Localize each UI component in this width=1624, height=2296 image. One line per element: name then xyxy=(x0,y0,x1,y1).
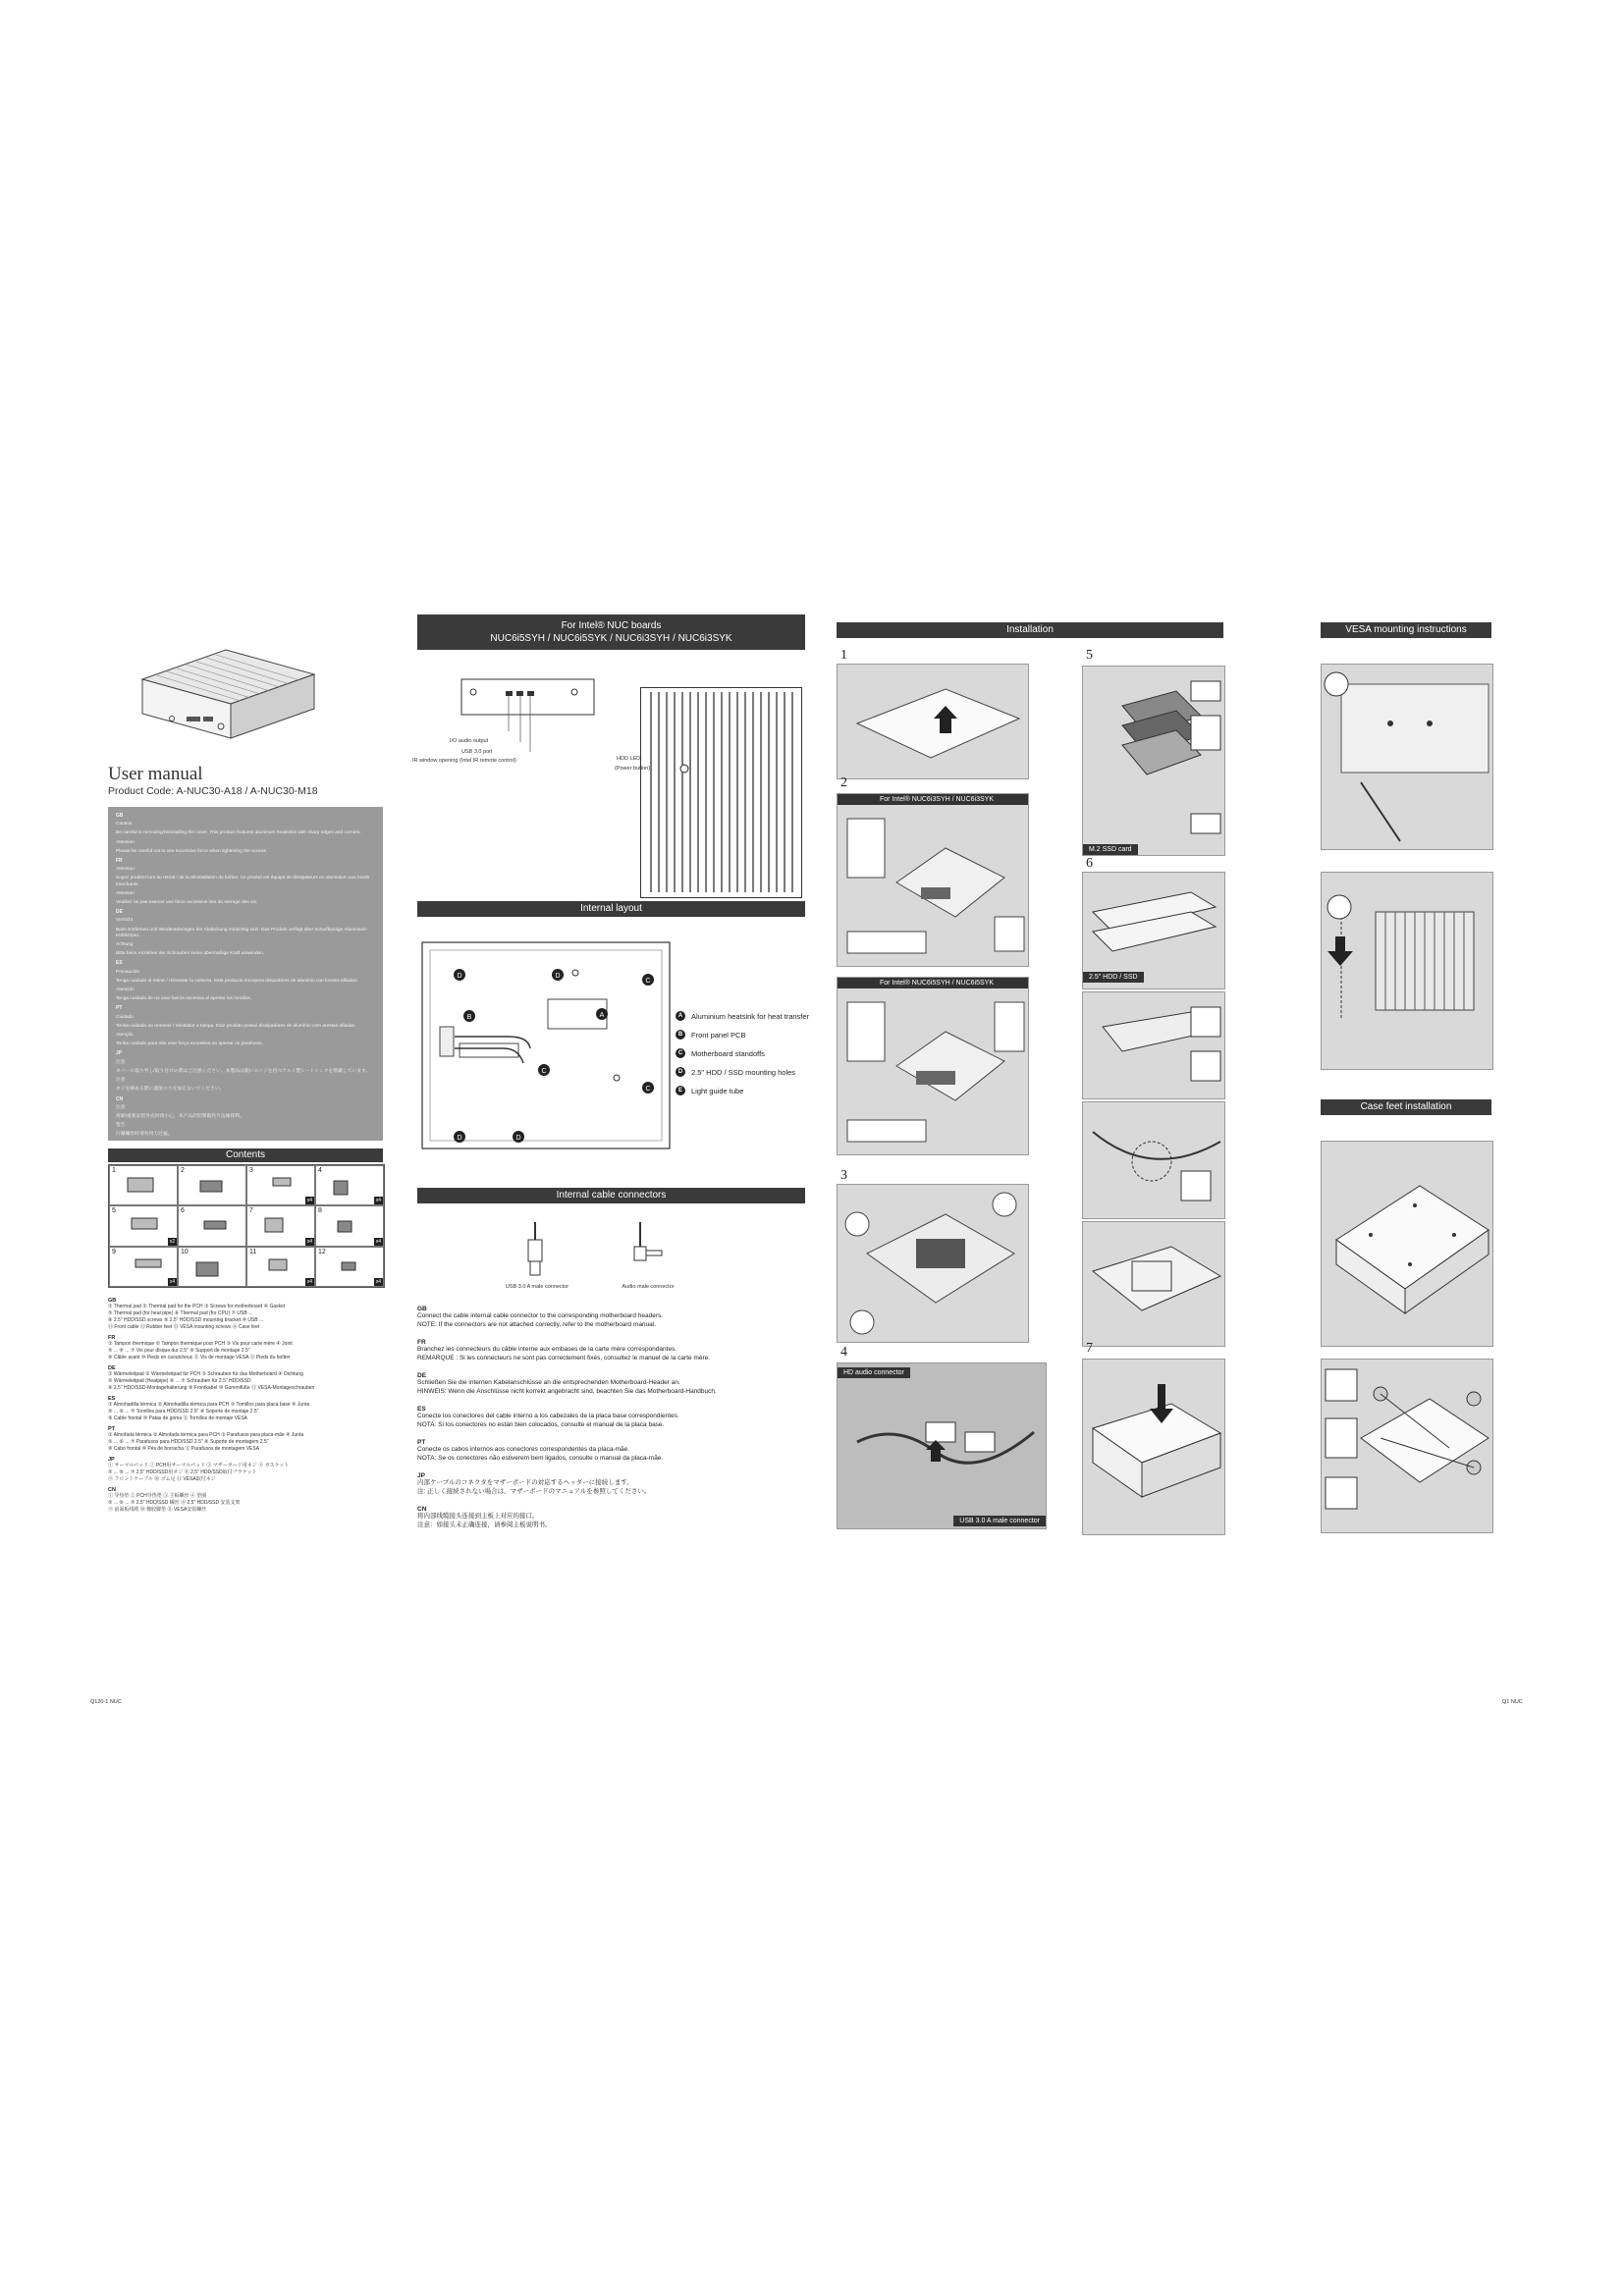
installation-header xyxy=(837,622,1223,638)
contents-item xyxy=(109,1205,178,1246)
label-ir-window: IR window opening (Intel IR remote control) xyxy=(412,758,516,764)
part-icon xyxy=(187,1170,245,1203)
step-3-image xyxy=(837,1184,1029,1343)
cable-note-line: NOTA: Se os conectores não estiverem bem ligados, consulte o manual da placa-mãe. xyxy=(417,1454,664,1462)
parts-line: ⑤ ... ⑥ ... ⑦ Vis pour disque dur 2.5" ⑧ Support de montage 2.5" xyxy=(108,1348,250,1354)
warning-lang-code: ES xyxy=(116,960,123,967)
warning-text: Attention xyxy=(116,839,135,845)
parts-line: ① サーマルパッド ② PCH用サーマルパッド ③ マザーボード用ネジ ④ ガスケット xyxy=(108,1463,290,1468)
parts-lang-code: GB xyxy=(108,1298,117,1304)
label-nuc6i3: For Intel® NUC6i3SYH / NUC6i3SYK xyxy=(838,794,1029,805)
parts-lang-code: ES xyxy=(108,1396,116,1402)
contents-grid xyxy=(108,1164,385,1288)
legend-item xyxy=(676,1030,813,1040)
warning-text: Atenção xyxy=(116,1033,134,1039)
contents-item-number: 5 xyxy=(112,1207,116,1215)
label-hdd-led: HDD LED xyxy=(617,756,641,762)
contents-item-number: 10 xyxy=(181,1248,189,1255)
contents-title: Contents xyxy=(225,1149,266,1160)
contents-item xyxy=(109,1247,178,1287)
parts-line: ⑤ Thermal pad (for heat pipe) ⑥ Thermal pad (for CPU) ⑦ USB ... xyxy=(108,1310,253,1316)
contents-item-quantity: x4 xyxy=(169,1278,175,1285)
legend-item xyxy=(676,1011,813,1021)
contents-item-quantity: x4 xyxy=(306,1238,312,1245)
warning-lang-code: GB xyxy=(116,813,124,819)
warning-text: Please be careful not to use excessive force when tightening the screws. xyxy=(116,848,268,854)
warning-lang-code: DE xyxy=(116,909,123,916)
contents-item-number: 2 xyxy=(181,1167,185,1174)
parts-line: ⑨ Câble avant ⑩ Pieds en caoutchouc ⑪ Vis de montage VESA ⑫ Pieds du boîtier xyxy=(108,1355,291,1361)
contents-item xyxy=(246,1165,315,1205)
vesa-image-a xyxy=(1321,664,1493,850)
vesa-header xyxy=(1321,622,1491,638)
cable-note-line: NOTA: Si los conectores no están bien colocados, consulte el manual de la placa base. xyxy=(417,1420,665,1428)
part-icon xyxy=(187,1252,245,1285)
cable-note-block xyxy=(417,1339,805,1362)
contents-item xyxy=(246,1247,315,1287)
warning-text: カバーの取り外し/取り付けの際はご注意ください。本製品は鋭いエッジを持つアルミ製ヒートシンクを搭載しています。 xyxy=(116,1068,371,1074)
legend-text: Front panel PCB xyxy=(691,1030,746,1040)
internal-layout-diagram xyxy=(420,940,672,1150)
contents-item-quantity: x2 xyxy=(169,1238,175,1245)
parts-line: ⑧ 2.5" HDD/SSD-Montagehalterung ⑨ Frontkabel ⑩ Gummifüße ⑪ VESA-Montageschrauben xyxy=(108,1385,315,1391)
parts-line: ⑤ ... ⑥ ... ⑦ 2.5" HDD/SSD用ネジ ⑧ 2.5" HDD/SSD取付ブラケット xyxy=(108,1469,257,1475)
warning-lang-code: CN xyxy=(116,1095,124,1102)
label-io-audio: I/O audio output xyxy=(450,738,489,744)
usb-connector-drawing xyxy=(520,1222,550,1281)
legend-text: Motherboard standoffs xyxy=(691,1048,765,1058)
warning-text: Caution xyxy=(116,822,133,828)
step-7-number: 7 xyxy=(1086,1341,1093,1356)
cable-note-block xyxy=(417,1306,805,1329)
warning-text: ネジを締める際に過度の力を加えないでください。 xyxy=(116,1087,225,1093)
boards-header-line1: For Intel® NUC boards xyxy=(561,620,662,631)
cable-note-lang-code: DE xyxy=(417,1372,427,1379)
warning-text: Achtung xyxy=(116,942,134,948)
contents-item-quantity: x4 xyxy=(306,1278,312,1285)
parts-line: ⑪ Front cable ⑫ Rubber feet ⑬ VESA mounting screws ⑭ Case feet xyxy=(108,1324,260,1330)
contents-item xyxy=(178,1165,246,1205)
case-feet-title: Case feet installation xyxy=(1360,1101,1452,1112)
label-nuc6i5: For Intel® NUC6i5SYH / NUC6i5SYK xyxy=(838,978,1029,988)
contents-item-number: 8 xyxy=(318,1207,322,1215)
cable-note-lang-code: JP xyxy=(417,1472,425,1479)
warning-text: Soyez prudent lors du retrait / de la réinstallation du boîtier. Ce produit est équipé de dissipateurs en aluminium aux bords tranchants. xyxy=(116,876,370,887)
parts-line: ① Almohadilla térmica ② Almohadilla térmica para PCH ③ Tornillos para placa base ④ Junta xyxy=(108,1402,310,1408)
cable-note-block xyxy=(417,1506,805,1529)
warning-text: Tenha cuidado para não usar força excessiva ao apertar os parafusos. xyxy=(116,1041,263,1047)
legend-text: Aluminium heatsink for heat transfer xyxy=(691,1011,810,1021)
usb-connector-label: USB 3.0 A male connector xyxy=(505,1284,569,1290)
legend-key: A xyxy=(676,1011,685,1021)
svg-text:D: D xyxy=(555,973,561,980)
step-1-number: 1 xyxy=(840,648,847,663)
label-usb-port: USB 3.0 port xyxy=(461,749,493,755)
case-feet-header xyxy=(1321,1099,1491,1115)
parts-lang-code: PT xyxy=(108,1426,116,1432)
parts-line: ⑤ ... ⑥ ... ⑦ Tornillos para HDD/SSD 2.5" ⑧ Soporte de montaje 2.5" xyxy=(108,1409,259,1415)
vesa-title: VESA mounting instructions xyxy=(1345,624,1467,635)
warning-text: Atención xyxy=(116,988,135,993)
parts-line: ⑧ 2.5" HDD/SSD screws ⑨ 2.5" HDD/SSD mounting bracket ⑩ USB ... xyxy=(108,1317,264,1323)
contents-item-quantity: x4 xyxy=(375,1238,381,1245)
warning-text: 注意 xyxy=(116,1059,126,1065)
legend-key: E xyxy=(676,1086,685,1095)
step-6-image-b xyxy=(1082,991,1225,1099)
parts-lang-code: FR xyxy=(108,1335,116,1341)
cable-note-line: REMARQUE : Si les connecteurs ne sont pas correctement fixés, consultez le manuel de la carte mère. xyxy=(417,1354,711,1362)
warning-text: Tenha cuidado ao remover / reinstalar a tampa. Este produto possui dissipadores de alumínio com arestas afiadas. xyxy=(116,1023,356,1029)
warning-text: Attention xyxy=(116,867,135,873)
parts-line: ⑨ Cable frontal ⑩ Patas de goma ⑪ Tornillos de montaje VESA xyxy=(108,1415,247,1421)
cable-note-block xyxy=(417,1372,805,1396)
vesa-image-b xyxy=(1321,872,1493,1070)
label-hdd-ssd: 2.5" HDD / SSD xyxy=(1083,972,1144,983)
legend-item xyxy=(676,1067,813,1077)
warning-text: Bitte beim Anziehen der Schrauben keine übermäßige Kraft anwenden. xyxy=(116,951,265,957)
warning-text: Attention xyxy=(116,890,135,896)
legend-text: 2.5" HDD / SSD mounting holes xyxy=(691,1067,796,1077)
part-icon xyxy=(118,1170,177,1203)
part-icon xyxy=(187,1210,245,1244)
warning-text: 警告 xyxy=(116,1123,126,1129)
warning-lang-code: PT xyxy=(116,1005,123,1012)
parts-line: ① 导热垫 ② PCH导热垫 ③ 主板螺丝 ④ 垫圈 xyxy=(108,1493,207,1499)
warning-text: Tenga cuidado de no usar fuerza excesiva al apretar los tornillos. xyxy=(116,996,252,1002)
warning-text: 注意 xyxy=(116,1104,126,1110)
boards-header-line2: NUC6i5SYH / NUC6i5SYK / NUC6i3SYH / NUC6i3SYK xyxy=(490,632,732,644)
internal-layout-header xyxy=(417,901,805,917)
warning-text: Precaución xyxy=(116,969,139,975)
legend-key: C xyxy=(676,1048,685,1058)
legend-item xyxy=(676,1048,813,1058)
cable-note-line: 注: 正しく接続されない場合は、マザーボードのマニュアルを参照してください。 xyxy=(417,1487,651,1495)
audio-connector-drawing xyxy=(628,1222,668,1281)
product-code: Product Code: A-NUC30-A18 / A-NUC30-M18 xyxy=(108,785,318,797)
contents-item xyxy=(315,1205,384,1246)
warning-text: 拆卸/重新安装外壳时请小心，本产品的铝制散热片边缘锋利。 xyxy=(116,1113,244,1119)
cable-note-line: Connect the cable internal cable connector to the corresponding motherboard headers. xyxy=(417,1312,664,1319)
parts-list xyxy=(108,1294,388,1588)
svg-text:C: C xyxy=(645,978,651,985)
manual-title: User manual xyxy=(108,764,203,784)
label-hd-audio: HD audio connector xyxy=(838,1367,910,1378)
svg-text:B: B xyxy=(466,1014,472,1021)
step-3-number: 3 xyxy=(840,1168,847,1183)
warning-lang-code: FR xyxy=(116,858,123,865)
legend-text: Light guide tube xyxy=(691,1086,744,1095)
step-5-number: 5 xyxy=(1086,648,1093,663)
case-feet-image-a xyxy=(1321,1141,1493,1347)
cable-note-line: HINWEIS: Wenn die Anschlüsse nicht korrekt angebracht sind, beachten Sie das Motherboard-Handbuch. xyxy=(417,1387,717,1395)
step-2-image-a xyxy=(837,793,1029,967)
cable-note-lang-code: FR xyxy=(417,1339,426,1346)
cable-note-lang-code: ES xyxy=(417,1406,426,1413)
cable-note-block xyxy=(417,1472,805,1496)
contents-item xyxy=(109,1165,178,1205)
contents-item-number: 3 xyxy=(249,1167,253,1174)
step-1-image xyxy=(837,664,1029,779)
label-m2-ssd: M.2 SSD card xyxy=(1083,844,1138,855)
warning-panel xyxy=(108,807,383,1141)
cable-note-block xyxy=(417,1406,805,1429)
svg-text:C: C xyxy=(645,1086,651,1093)
cable-note-lang-code: GB xyxy=(417,1306,427,1312)
contents-item-number: 7 xyxy=(249,1207,253,1215)
legend-key: B xyxy=(676,1030,685,1040)
step-5-image xyxy=(1082,666,1225,856)
warning-text: Tenga cuidado al retirar / reinstalar la cubierta. Este producto incorpora disipadores de aluminio con bordes afilados. xyxy=(116,978,358,984)
step-6-number: 6 xyxy=(1086,856,1093,871)
warning-text: Veuillez ne pas exercer une force excessive lors du serrage des vis. xyxy=(116,900,258,906)
step-2-number: 2 xyxy=(840,775,847,790)
step-2-image-b xyxy=(837,977,1029,1155)
contents-item-quantity: x4 xyxy=(375,1278,381,1285)
installation-title: Installation xyxy=(1006,624,1054,635)
parts-line: ⑨ 前面板线缆 ⑩ 橡胶脚垫 ⑪ VESA安装螺丝 xyxy=(108,1507,207,1513)
label-usb30-connector: USB 3.0 A male connector xyxy=(953,1516,1046,1526)
parts-line: ① Thermal pad ② Thermal pad for the PCH ③ Screws for motherboard ④ Gasket xyxy=(108,1304,286,1309)
step-4-number: 4 xyxy=(840,1345,847,1360)
parts-line: ⑤ ... ⑥ ... ⑦ 2.5" HDD/SSD 螺丝 ⑧ 2.5" HDD/SSD 安装支架 xyxy=(108,1500,241,1506)
cover-product-image xyxy=(133,640,319,748)
parts-lang-code: DE xyxy=(108,1365,116,1371)
parts-line: ⑤ ... ⑥ ... ⑦ Parafusos para HDD/SSD 2.5" ⑧ Suporte de montagem 2.5" xyxy=(108,1439,269,1445)
contents-item-number: 4 xyxy=(318,1167,322,1174)
step-6-image-a xyxy=(1082,872,1225,989)
cable-note-line: Conecte los conectores del cable interno a los cabezales de la placa base correspondientes. xyxy=(417,1413,679,1419)
step-6-image-c xyxy=(1082,1101,1225,1219)
cable-note-line: Branchez les connecteurs du câble interne aux embases de la carte mère correspondantes. xyxy=(417,1346,677,1353)
warning-text: Vorsicht xyxy=(116,918,134,924)
cable-notes xyxy=(417,1306,805,1659)
step-6-image-d xyxy=(1082,1221,1225,1347)
warning-text: Beim Entfernen und Wiederanbringen der Abdeckung vorsichtig sein. Das Produkt verfügt über scharfkantige Aluminium-Kühlkörper. xyxy=(116,927,368,938)
parts-line: ⑨ Cabo frontal ⑩ Pés de borracha ⑪ Parafusos de montagem VESA xyxy=(108,1446,260,1452)
svg-text:D: D xyxy=(457,1135,462,1142)
cable-note-line: 将内部线缆接头连接到主板上对应的接口。 xyxy=(417,1513,539,1520)
warning-lang-code: JP xyxy=(116,1050,123,1057)
parts-line: ⑨ フロントケーブル ⑩ ゴム足 ⑪ VESA取付ネジ xyxy=(108,1476,216,1482)
parts-line: ① Almofada térmica ② Almofada térmica para PCH ③ Parafusos para placa-mãe ④ Junta xyxy=(108,1432,304,1438)
parts-lang-code: JP xyxy=(108,1457,115,1463)
contents-item-number: 9 xyxy=(112,1248,116,1255)
footer-left: Q120-1 NUC xyxy=(90,1699,122,1705)
parts-line: ① Tampon thermique ② Tampon thermique pour PCH ③ Vis pour carte mère ④ Joint xyxy=(108,1341,293,1347)
svg-text:D: D xyxy=(457,973,462,980)
internal-cable-header xyxy=(417,1188,805,1203)
contents-item-quantity: x4 xyxy=(375,1198,381,1204)
audio-connector-label: Audio male connector xyxy=(622,1284,675,1290)
cable-note-line: Schließen Sie die internen Kabelanschlüsse an die entsprechenden Motherboard-Header an. xyxy=(417,1379,680,1386)
contents-item-number: 1 xyxy=(112,1167,116,1174)
warning-text: 拧紧螺丝时请勿用力过猛。 xyxy=(116,1132,173,1138)
label-power-button: (Power button) xyxy=(615,766,651,772)
svg-text:A: A xyxy=(599,1012,605,1019)
cable-note-lang-code: PT xyxy=(417,1439,426,1446)
internal-cable-title: Internal cable connectors xyxy=(556,1190,667,1201)
contents-header xyxy=(108,1148,383,1162)
contents-item xyxy=(178,1205,246,1246)
internal-layout-legend xyxy=(676,1011,813,1104)
contents-item xyxy=(246,1205,315,1246)
contents-item xyxy=(315,1165,384,1205)
legend-item xyxy=(676,1086,813,1095)
contents-item-number: 11 xyxy=(249,1248,257,1255)
contents-item-number: 6 xyxy=(181,1207,185,1215)
contents-item-number: 12 xyxy=(318,1248,326,1255)
warning-text: 注意 xyxy=(116,1078,126,1084)
warning-text: Be careful in removing/reinstalling the cover. This product features aluminum heatsinks with sharp edges and corners. xyxy=(116,830,361,836)
parts-line: ① Wärmeleitpad ② Wärmeleitpad für PCH ③ Schrauben für das Motherboard ④ Dichtung xyxy=(108,1371,303,1377)
step-4-image xyxy=(837,1362,1047,1529)
step-7-image xyxy=(1082,1359,1225,1535)
internal-layout-title: Internal layout xyxy=(580,903,642,914)
cable-note-line: 内部ケーブルのコネクタをマザーボードの対応するヘッダーに接続します。 xyxy=(417,1479,633,1486)
boards-header xyxy=(417,614,805,650)
cable-note-line: Conecte os cabos internos aos conectores correspondentes da placa-mãe. xyxy=(417,1446,630,1453)
svg-text:D: D xyxy=(515,1135,521,1142)
footer-right: Q1 NUC xyxy=(1502,1699,1523,1705)
case-feet-image-b xyxy=(1321,1359,1493,1533)
cable-note-line: 注意：如接头未正确连接，请参阅主板说明书。 xyxy=(417,1521,552,1528)
cable-note-line: NOTE: If the connectors are not attached correctly, refer to the motherboard manual. xyxy=(417,1320,657,1328)
cable-note-block xyxy=(417,1439,805,1463)
contents-item xyxy=(315,1247,384,1287)
contents-item-quantity: x4 xyxy=(306,1198,312,1204)
cable-note-lang-code: CN xyxy=(417,1506,427,1513)
parts-line: ⑤ Wärmeleitpad (Heatpipe) ⑥ ... ⑦ Schrauben für 2.5" HDD/SSD xyxy=(108,1378,251,1384)
contents-item xyxy=(178,1247,246,1287)
parts-lang-code: CN xyxy=(108,1487,116,1493)
heatsink-top-diagram xyxy=(640,687,802,898)
svg-text:C: C xyxy=(541,1068,547,1075)
warning-text: Cuidado xyxy=(116,1014,134,1020)
legend-key: D xyxy=(676,1067,685,1077)
